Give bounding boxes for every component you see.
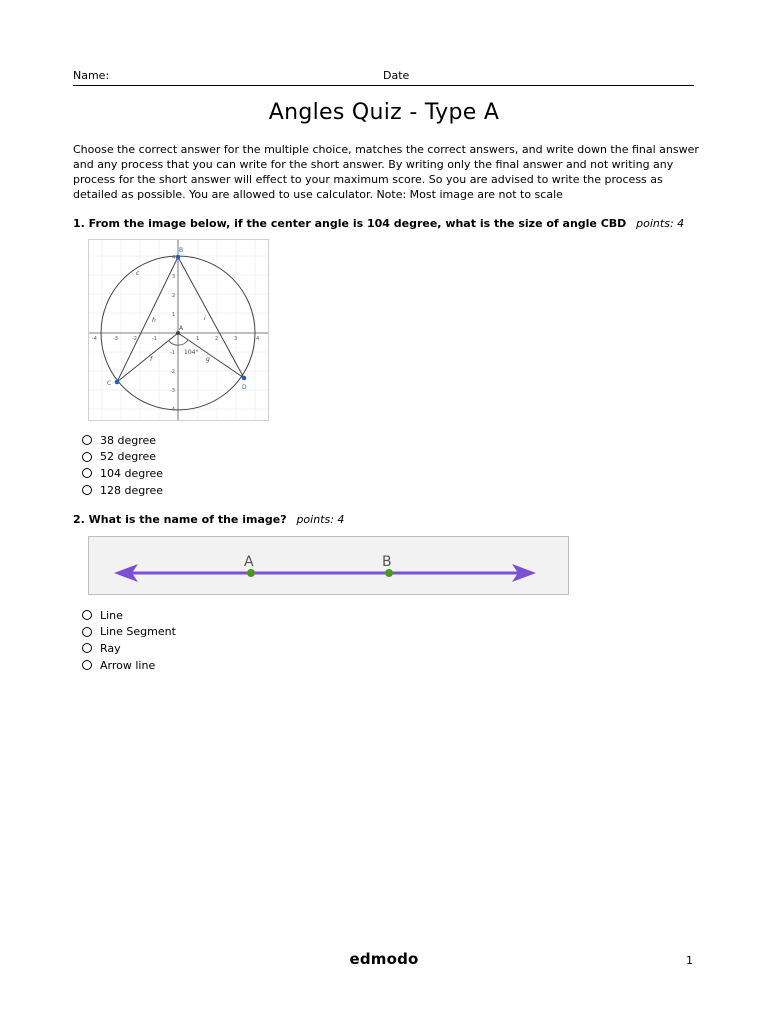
point-label-b: B [179, 247, 184, 254]
segment-label-c: c [136, 270, 140, 277]
radio-button[interactable] [82, 468, 92, 478]
line-figure [88, 536, 569, 595]
option-label: Ray [100, 641, 121, 655]
option-label: 52 degree [100, 450, 157, 464]
question-1 [73, 217, 684, 230]
x-tick: -3 [113, 336, 118, 342]
name-label: Name: [73, 69, 110, 82]
point-label-b: B [382, 554, 392, 570]
date-label: Date [383, 69, 410, 82]
x-tick: 1 [196, 336, 200, 342]
option-label: 38 degree [100, 433, 157, 447]
question-1-text: 1. From the image below, if the center angle is 104 degree, what is the size of angle CBD [73, 217, 627, 230]
page-title: Angles Quiz - Type A [268, 100, 500, 125]
point-label-a: A [244, 554, 254, 570]
circle-angle-figure [88, 239, 269, 421]
point-b [176, 255, 181, 260]
question-1-points: points: 4 [636, 217, 685, 230]
point-label-c: C [107, 380, 112, 387]
x-tick: 3 [234, 336, 238, 342]
option-item[interactable] [82, 657, 176, 674]
y-tick: 1 [172, 312, 176, 318]
point-b [385, 569, 393, 577]
radio-button[interactable] [82, 485, 92, 495]
point-label-d: D [242, 384, 247, 391]
question-2-options [82, 607, 176, 673]
option-label: 104 degree [100, 466, 164, 480]
segment-label-f: f [150, 356, 153, 363]
y-tick: -1 [170, 350, 175, 356]
edmodo-logo: edmodo [349, 950, 419, 968]
angle-label: 104° [184, 349, 199, 356]
x-tick: -2 [132, 336, 137, 342]
option-label: Line Segment [100, 625, 176, 639]
option-label: Arrow line [100, 658, 156, 672]
radio-button[interactable] [82, 627, 92, 637]
option-item[interactable] [82, 482, 163, 499]
segment-label-i: i [204, 315, 206, 322]
y-tick: 3 [172, 274, 176, 280]
radio-button[interactable] [82, 435, 92, 445]
page-number: 1 [686, 954, 693, 967]
x-tick: 2 [215, 336, 219, 342]
line-svg [89, 537, 568, 594]
header-row [73, 69, 694, 86]
question-1-options [82, 432, 163, 498]
question-2 [73, 513, 344, 526]
segment-label-g: g [206, 356, 210, 363]
y-tick: 4 [172, 255, 176, 261]
y-tick: 2 [172, 293, 176, 299]
x-tick: -1 [152, 336, 157, 342]
option-item[interactable] [82, 607, 176, 624]
point-c [115, 380, 120, 385]
segment-f [117, 333, 178, 382]
point-a [247, 569, 255, 577]
y-tick: -3 [170, 388, 175, 394]
option-item[interactable] [82, 465, 163, 482]
option-item[interactable] [82, 624, 176, 641]
question-2-text: 2. What is the name of the image? [73, 513, 287, 526]
point-a [176, 331, 180, 335]
segment-label-h: h [152, 317, 156, 324]
option-item[interactable] [82, 449, 163, 466]
option-item[interactable] [82, 640, 176, 657]
radio-button[interactable] [82, 610, 92, 620]
point-d [242, 376, 247, 381]
x-tick: 4 [256, 336, 260, 342]
option-label: 128 degree [100, 483, 164, 497]
point-label-a: A [179, 325, 184, 332]
option-item[interactable] [82, 432, 163, 449]
x-tick: -4 [92, 336, 97, 342]
option-label: Line [100, 608, 123, 622]
instructions-text: Choose the correct answer for the multiple choice, matches the correct answers, and write down the final answer and any process that you can write for the short answer. By writing only the final answer and not writing any process for the short answer will effect to your maximum score. So you are advised to write the process as detailed as possible. You are allowed to use calculator. Note: Most image are not to scale [73, 143, 699, 201]
y-tick: -2 [170, 369, 175, 375]
question-2-points: points: 4 [296, 513, 345, 526]
y-tick: -4 [170, 407, 175, 413]
radio-button[interactable] [82, 643, 92, 653]
angle-arc [169, 340, 188, 345]
radio-button[interactable] [82, 452, 92, 462]
radio-button[interactable] [82, 660, 92, 670]
circle-angle-svg [89, 240, 268, 420]
